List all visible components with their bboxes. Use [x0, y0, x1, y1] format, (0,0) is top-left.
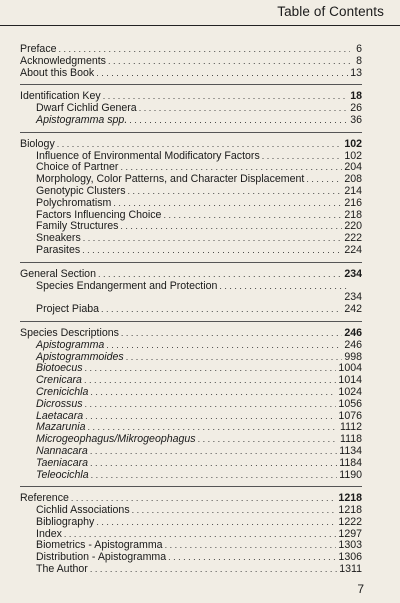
toc-entry-page: 102	[344, 149, 362, 162]
toc-entry	[20, 387, 362, 399]
toc-entry-page: 246	[344, 338, 362, 351]
toc-heading-entry	[20, 328, 362, 340]
toc-entry-title: Nannacara	[36, 444, 88, 457]
toc-entry	[20, 458, 362, 470]
toc-entry-page: 218	[344, 208, 362, 221]
dot-leader	[168, 552, 336, 564]
toc-entry-page: 224	[344, 243, 362, 256]
toc-entry-page: 1218	[338, 492, 362, 505]
dot-leader	[120, 221, 342, 233]
toc-entry-title: Distribution - Apistogramma	[36, 551, 167, 564]
toc-entry-title: Biometrics - Apistogramma	[36, 539, 163, 552]
toc-entry-title: The Author	[36, 563, 88, 576]
toc-entry-page: 36	[350, 113, 362, 126]
toc-entry	[20, 281, 362, 293]
dot-leader	[163, 210, 342, 222]
dot-leader	[106, 340, 342, 352]
toc-entry-page: 1134	[339, 444, 362, 457]
toc-entry-page: 234	[344, 267, 362, 280]
toc-entry-title: Polychromatism	[36, 196, 112, 209]
dot-leader	[132, 505, 337, 517]
dot-leader	[262, 151, 343, 163]
toc-section	[20, 269, 362, 316]
toc-entry-page: 222	[344, 232, 362, 245]
toc-entry	[20, 186, 362, 198]
dot-leader	[101, 304, 342, 316]
toc-entry-title: Choice of Partner	[36, 161, 119, 174]
dot-leader	[84, 375, 336, 387]
dot-leader	[126, 352, 343, 364]
toc-entry	[20, 245, 362, 257]
dot-leader	[113, 198, 342, 210]
dot-leader	[121, 328, 342, 340]
toc-entry-title: Taeniacara	[36, 456, 89, 469]
toc-entry-page: 204	[344, 161, 362, 174]
section-divider	[20, 486, 362, 487]
toc-entry-page: 1014	[338, 374, 362, 387]
toc-entry-title: Crenicichla	[36, 385, 89, 398]
dot-leader	[90, 564, 337, 576]
dot-leader	[90, 387, 336, 399]
toc-entry-page: 1218	[338, 504, 362, 517]
toc-entry-title: Apistogramma spp.	[36, 113, 128, 126]
dot-leader	[198, 434, 338, 446]
toc-heading-entry	[20, 56, 362, 68]
toc-entry-title: Species Endangerment and Protection	[36, 279, 218, 292]
toc-entry-page: 1297	[338, 527, 362, 540]
toc-entry-page: 220	[344, 220, 362, 233]
toc-section	[20, 493, 362, 576]
toc-entry-title: Dwarf Cichlid Genera	[36, 102, 137, 115]
toc-entry-title: Apistogramma	[36, 338, 105, 351]
toc-entry-page: 1004	[338, 362, 362, 375]
toc-entry-title: Reference	[20, 492, 69, 505]
toc-entry-page: 1184	[339, 456, 362, 469]
dot-leader	[165, 540, 337, 552]
toc-entry-page: 242	[344, 303, 362, 316]
toc-entry-page: 246	[344, 326, 362, 339]
toc-entry-page: 214	[344, 184, 362, 197]
toc-entry-title: Sneakers	[36, 232, 81, 245]
toc-entry	[20, 340, 362, 352]
toc-entry-title: Factors Influencing Choice	[36, 208, 162, 221]
dot-leader	[96, 517, 336, 529]
dot-leader	[128, 186, 343, 198]
toc-entry-title: Laetacara	[36, 409, 84, 422]
toc-entry-page: 1056	[338, 397, 362, 410]
toc-entry-title: Genotypic Clusters	[36, 184, 126, 197]
dot-leader	[108, 56, 350, 68]
dot-leader	[90, 446, 337, 458]
table-of-contents	[20, 44, 362, 581]
toc-section	[20, 91, 362, 126]
toc-entry-page: 1190	[339, 468, 362, 481]
toc-entry-title: Mazarunia	[36, 421, 86, 434]
toc-entry-title: Preface	[20, 43, 57, 55]
toc-entry-title: Project Piaba	[36, 303, 100, 316]
section-divider	[20, 262, 362, 263]
toc-entry-page: 216	[344, 196, 362, 209]
page-number: 7	[357, 582, 364, 596]
section-divider	[20, 321, 362, 322]
page-header	[0, 0, 400, 26]
toc-entry-page: 6	[356, 43, 362, 55]
dot-leader	[83, 233, 343, 245]
toc-entry-title: Apistogrammoides	[36, 350, 124, 363]
toc-entry	[20, 304, 362, 316]
toc-entry-title: Parasites	[36, 243, 81, 256]
toc-entry-title: Acknowledgments	[20, 54, 106, 67]
toc-entry	[20, 115, 362, 127]
dot-leader	[85, 399, 337, 411]
toc-entry-title: Morphology, Color Patterns, and Character Displacement	[36, 173, 305, 186]
toc-entry-title: Influence of Environmental Modificatory Factors	[36, 149, 260, 162]
dot-leader	[139, 103, 349, 115]
toc-entry	[20, 399, 362, 411]
toc-section	[20, 44, 362, 79]
toc-entry-page: 1222	[338, 515, 362, 528]
dot-leader	[85, 411, 336, 423]
toc-heading-entry	[20, 269, 362, 281]
toc-entry-title: Cichlid Associations	[36, 504, 130, 517]
toc-entry-title: Family Structures	[36, 220, 119, 233]
toc-entry-title: Identification Key	[20, 90, 101, 103]
toc-entry-page: 1311	[339, 563, 362, 576]
toc-entry-title: Biology	[20, 137, 55, 150]
toc-entry-page: 13	[350, 66, 362, 79]
toc-entry-page: 102	[344, 137, 362, 150]
toc-entry-title: Teleocichla	[36, 468, 89, 481]
toc-entry	[20, 446, 362, 458]
toc-entry-page: 1118	[340, 433, 362, 446]
toc-entry-page: 998	[344, 350, 362, 363]
dot-leader	[129, 115, 348, 127]
dot-leader	[103, 91, 349, 103]
toc-entry	[20, 517, 362, 529]
toc-entry-title: Microgeophagus/Mikrogeophagus	[36, 433, 196, 446]
toc-entry-title: General Section	[20, 267, 96, 280]
toc-entry-page: 1303	[338, 539, 362, 552]
toc-entry-title: Species Descriptions	[20, 326, 119, 339]
toc-entry-page: 1306	[338, 551, 362, 564]
page-title: Table of Contents	[277, 4, 384, 19]
dot-leader	[85, 363, 337, 375]
toc-entry-title: About this Book	[20, 66, 95, 79]
toc-entry	[20, 470, 362, 482]
toc-entry-title: Dicrossus	[36, 397, 83, 410]
toc-heading-entry	[20, 68, 362, 80]
dot-leader	[90, 458, 337, 470]
toc-entry-page: 1112	[340, 421, 362, 434]
toc-section	[20, 139, 362, 257]
section-divider	[20, 132, 362, 133]
toc-entry-page: 1076	[338, 409, 362, 422]
toc-entry-page: 208	[344, 173, 362, 186]
toc-entry-title: Crenicara	[36, 374, 82, 387]
header-rule	[0, 25, 400, 26]
dot-leader	[219, 281, 350, 293]
toc-heading-entry	[20, 139, 362, 151]
toc-entry-title: Index	[36, 527, 62, 540]
toc-entry	[20, 564, 362, 576]
dot-leader	[57, 139, 343, 151]
dot-leader	[91, 470, 338, 482]
toc-entry-title: Bibliography	[36, 515, 95, 528]
toc-entry-page: 8	[356, 54, 362, 67]
dot-leader	[82, 245, 342, 257]
toc-entry	[20, 198, 362, 210]
dot-leader	[98, 269, 342, 281]
section-divider	[20, 84, 362, 85]
toc-entry-title: Biotoecus	[36, 362, 83, 375]
toc-entry-page: 26	[350, 102, 362, 115]
toc-section	[20, 328, 362, 481]
toc-entry-page: 234	[344, 291, 362, 304]
dot-leader	[96, 68, 348, 80]
dot-leader	[306, 174, 342, 186]
toc-entry-page: 18	[350, 90, 362, 103]
toc-entry-page: 1024	[338, 385, 362, 398]
